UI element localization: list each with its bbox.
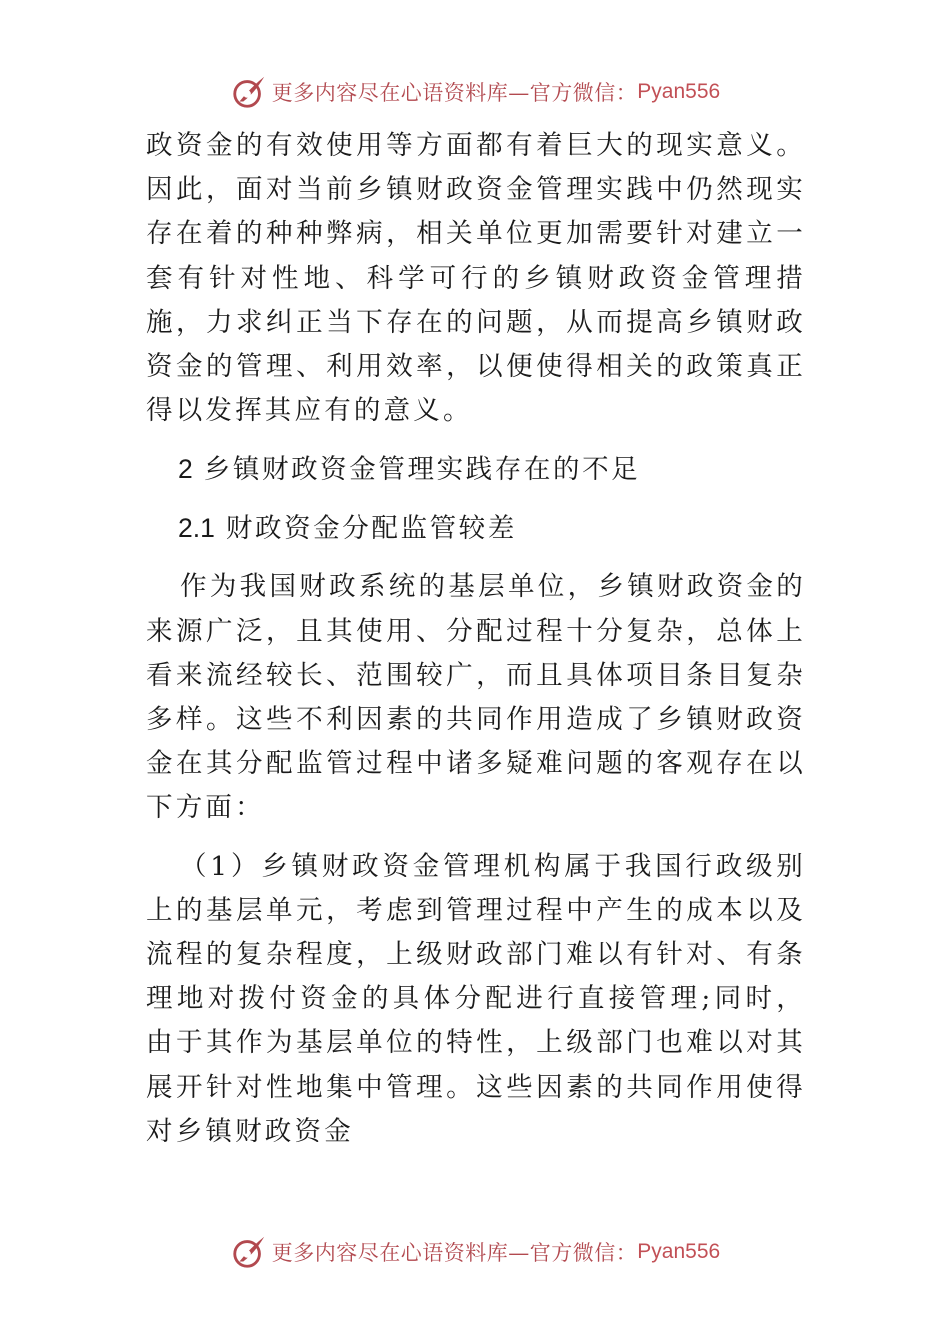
watermark-wechat-id: Pyan556 bbox=[637, 1240, 721, 1263]
quill-logo-icon bbox=[230, 1233, 268, 1271]
subsection-title: 财政资金分配监管较差 bbox=[214, 513, 517, 545]
watermark-text: 更多内容尽在心语资料库—官方微信： bbox=[271, 81, 638, 105]
paragraph-point-1: （1）乡镇财政资金管理机构属于我国行政级别上的基层单元，考虑到管理过程中产生的成本以及流程的复杂程度，上级财政部门难以有针对、有条理地对拨付资金的具体分配进行直接管理;同时，由于其作为基层单位的特性，上级部门也难以对其展开针对性地集中管理。这些因素的共同作用使得对乡镇财政资金 bbox=[146, 850, 806, 1147]
watermark-header bbox=[0, 72, 950, 112]
watermark-wechat-id: Pyan556 bbox=[637, 80, 721, 103]
watermark-text: 更多内容尽在心语资料库—官方微信： bbox=[271, 1241, 638, 1265]
section-title: 乡镇财政资金管理实践存在的不足 bbox=[192, 454, 641, 486]
paragraph-sources: 作为我国财政系统的基层单位，乡镇财政资金的来源广泛，且其使用、分配过程十分复杂，总体上看来流经较长、范围较广，而且具体项目条目复杂多样。这些不利因素的共同作用造成了乡镇财政资金在其分配监管过程中诸多疑难问题的客观存在以下方面： bbox=[146, 571, 806, 824]
document-body bbox=[146, 124, 806, 1154]
paragraph-continuation: 政资金的有效使用等方面都有着巨大的现实意义。因此，面对当前乡镇财政资金管理实践中仍然现实存在着的种种弊病，相关单位更加需要针对建立一套有针对性地、科学可行的乡镇财政资金管理措施，力求纠正当下存在的问题，从而提高乡镇财政资金的管理、利用效率，以便使得相关的政策真正得以发挥其应有的意义。 bbox=[146, 130, 806, 427]
watermark-footer bbox=[0, 1232, 950, 1272]
section-number: 2 bbox=[178, 454, 193, 485]
subsection-number: 2.1 bbox=[178, 513, 215, 544]
subsection-heading-2-1 bbox=[146, 506, 806, 551]
section-heading-2 bbox=[146, 447, 806, 492]
quill-logo-icon bbox=[230, 73, 268, 111]
